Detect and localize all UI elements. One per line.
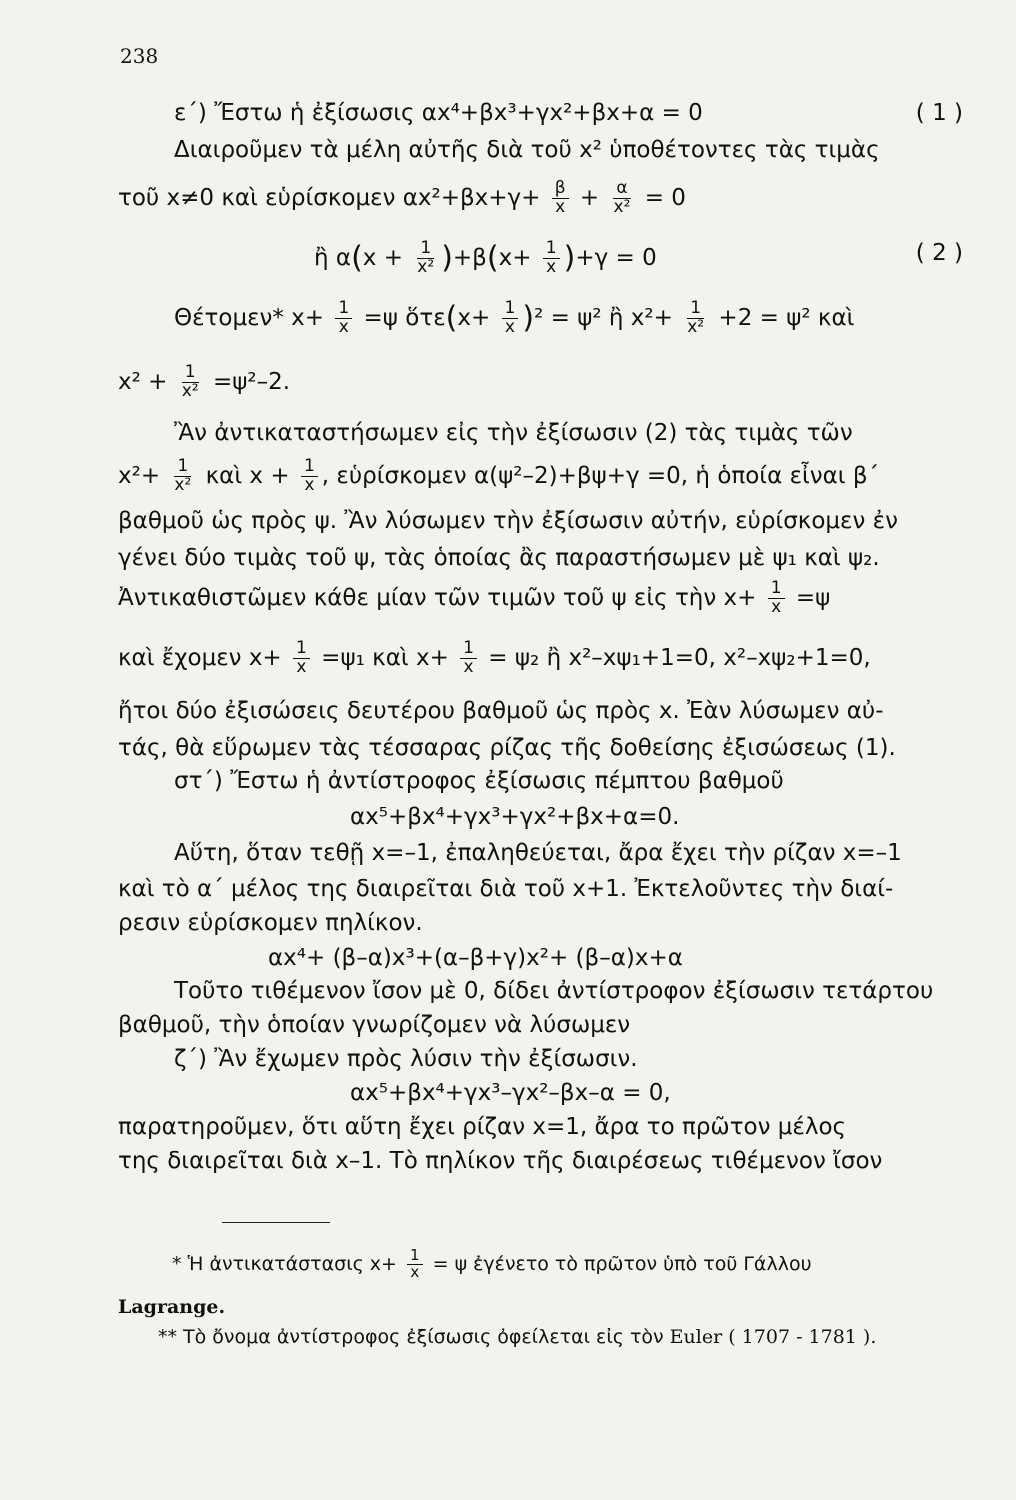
- equation-line-6: [118, 364, 963, 401]
- text-line: ἤτοι δύο ἐξισώσεις δευτέρου βαθμοῦ ὡς πρὸς x. Ἐὰν λύσωμεν αὐ-: [118, 698, 884, 724]
- fraction: [293, 640, 310, 677]
- text: καὶ ἔχομεν x+: [118, 644, 282, 671]
- text-line: στ΄) Ἔστω ἡ ἀντίστροφος ἐξίσωσις πέμπτου βαθμοῦ: [174, 768, 784, 794]
- numerator: 1: [768, 580, 785, 599]
- footnote-separator: [222, 1222, 330, 1223]
- text-line: Τοῦτο τιθέμενον ἴσον μὲ 0, δίδει ἀντίστροφον ἐξίσωσιν τετάρτου: [174, 978, 934, 1004]
- equation-line-11: [118, 580, 963, 617]
- text: x +: [362, 244, 403, 271]
- equation-line: αx⁵+βx⁴+γx³+γx²+βx+α=0.: [350, 804, 680, 830]
- denominator: x: [410, 1262, 420, 1281]
- fraction: [684, 300, 707, 337]
- equation-line-8: [118, 458, 963, 495]
- text-line: παρατηροῦμεν, ὅτι αὕτη ἔχει ρίζαν x=1, ἄρα το πρῶτον μέλος: [118, 1114, 847, 1140]
- numerator: 1: [335, 300, 352, 319]
- text: ² = ψ² ἢ x²+: [534, 304, 673, 331]
- text-line: τάς, θὰ εὕρωμεν τὰς τέσσαρας ρίζας τῆς δοθείσης ἐξισώσεως (1).: [118, 735, 896, 761]
- fraction: [543, 240, 560, 277]
- equation-line-4: ἢ α(x + $\frac{1}{\text{x²}}$ )+β(x+ $\frac{1}{x}$ )+γ = 0 ( 2 ): [118, 240, 963, 277]
- fraction: [335, 300, 352, 337]
- text: +β: [452, 244, 487, 271]
- equation-number: ( 2 ): [915, 240, 963, 266]
- text-line: ζ΄) Ἂν ἔχωμεν πρὸς λύσιν τὴν ἐξίσωσιν.: [174, 1046, 638, 1072]
- fraction: [502, 300, 519, 337]
- fraction: [460, 640, 477, 677]
- denominator: x: [546, 256, 557, 277]
- denominator: x: [338, 316, 349, 337]
- fraction: [768, 580, 785, 617]
- text-line: της διαιρεῖται διὰ x–1. Τὸ πηλίκον τῆς διαιρέσεως τιθέμενον ἴσον: [118, 1148, 883, 1174]
- text: = ψ ἐγένετο τὸ πρῶτον ὑπὸ τοῦ Γάλλου: [432, 1252, 812, 1275]
- equation-line: αx⁴+ (β–α)x³+(α–β+γ)x²+ (β–α)x+α: [268, 945, 683, 971]
- footnote-1: [172, 1248, 812, 1281]
- denominator: x: [555, 196, 566, 217]
- fraction: [171, 458, 194, 495]
- denominator: x: [504, 316, 515, 337]
- numerator: 1: [174, 458, 191, 477]
- text: ε΄) Ἔστω ἡ ἐξίσωσις αx⁴+βx³+γx²+βx+α = 0: [174, 100, 703, 126]
- fraction: [179, 364, 202, 401]
- text: = 0: [644, 184, 686, 211]
- footnote-1-continuation: Lagrange.: [118, 1296, 226, 1318]
- denominator: x²: [613, 196, 631, 217]
- denominator: x²: [174, 474, 192, 495]
- text: =ψ²–2.: [212, 368, 291, 395]
- denominator: x: [296, 656, 307, 677]
- text: +2 = ψ² καὶ: [718, 304, 855, 331]
- text: ** Τὸ ὄνομα ἀντίστροφος ἐξίσωσις ὀφείλεται εἰς τὸν: [158, 1326, 664, 1348]
- text: =ψ: [795, 584, 831, 611]
- text: =ψ ὅτε: [363, 304, 446, 331]
- text: =ψ₁ καὶ x+: [321, 644, 449, 671]
- numerator: 1: [502, 300, 519, 319]
- denominator: x: [771, 596, 782, 617]
- text-line: βαθμοῦ ὡς πρὸς ψ. Ἂν λύσωμεν τὴν ἐξίσωσιν αὐτήν, εὑρίσκομεν ἐν: [118, 508, 898, 534]
- numerator: 1: [543, 240, 560, 259]
- text-line: γένει δύο τιμὰς τοῦ ψ, τὰς ὁποίας ἂς παραστήσωμεν μὲ ψ₁ καὶ ψ₂.: [118, 545, 880, 571]
- text: καὶ x +: [205, 462, 290, 489]
- footnote-2: [158, 1326, 876, 1348]
- denominator: x: [304, 474, 315, 495]
- text: = ψ₂ ἢ x²–xψ₁+1=0, x²–xψ₂+1=0,: [488, 644, 871, 671]
- numerator: 1: [182, 364, 199, 383]
- denominator: x²: [181, 380, 199, 401]
- equation-line-12: [118, 640, 963, 677]
- denominator: x²: [417, 256, 435, 277]
- text: Θέτομεν* x+: [174, 304, 325, 331]
- text: ἢ α: [314, 244, 352, 271]
- numerator: 1: [407, 1248, 423, 1265]
- text: x² +: [118, 368, 168, 395]
- equation-line-3: [118, 180, 963, 217]
- denominator: x²: [687, 316, 705, 337]
- numerator: 1: [687, 300, 704, 319]
- page-number: 238: [120, 44, 159, 68]
- equation-line: αx⁵+βx⁴+γx³–γx²–βx–α = 0,: [350, 1080, 671, 1106]
- text: τοῦ x≠0 καὶ εὑρίσκομεν αx²+βx+γ+: [118, 184, 541, 211]
- text: , εὑρίσκομεν α(ψ²–2)+βψ+γ =0, ἡ ὁποία εἶναι β΄: [321, 462, 880, 489]
- text-line: Διαιροῦμεν τὰ μέλη αὐτῆς διὰ τοῦ x² ὑποθέτοντες τὰς τιμὰς: [174, 137, 880, 163]
- equation-line-5: Θέτομεν* x+ $\frac{1}{x}$ =ψ ὅτε(x+ $\frac{1}{x}$ )² = ψ² ἢ x²+ $\frac{1}{\text{x²}}$ +2 = ψ² καὶ: [118, 300, 963, 337]
- equation-line-1: [118, 100, 963, 128]
- text: +γ = 0: [575, 244, 657, 271]
- numerator: 1: [417, 240, 434, 259]
- text-line: καὶ τὸ α΄ μέλος της διαιρεῖται διὰ τοῦ x+1. Ἐκτελοῦντες τὴν διαί-: [118, 876, 894, 902]
- numerator: 1: [460, 640, 477, 659]
- text: x²+: [118, 462, 161, 489]
- text-line: Αὕτη, ὅταν τεθῇ x=–1, ἐπαληθεύεται, ἄρα ἔχει τὴν ρίζαν x=–1: [174, 840, 902, 866]
- text: * Ἡ ἀντικατάστασις x+: [172, 1252, 397, 1275]
- numerator: α: [613, 180, 630, 199]
- fraction: [301, 458, 318, 495]
- fraction: [552, 180, 569, 217]
- text-line: Ἂν ἀντικαταστήσωμεν εἰς τὴν ἐξίσωσιν (2) τὰς τιμὰς τῶν: [174, 420, 853, 446]
- denominator: x: [463, 656, 474, 677]
- text-line: ρεσιν εὑρίσκομεν πηλίκον.: [118, 910, 423, 936]
- fraction: [611, 180, 634, 217]
- fraction: [414, 240, 437, 277]
- equation-number: ( 1 ): [915, 100, 963, 126]
- text: x+: [457, 304, 491, 331]
- text: +: [579, 184, 600, 211]
- fraction: [407, 1248, 423, 1281]
- numerator: 1: [301, 458, 318, 477]
- text-line: βαθμοῦ, τὴν ὁποίαν γνωρίζομεν νὰ λύσωμεν: [118, 1012, 631, 1038]
- text: Euler ( 1707 - 1781 ).: [669, 1326, 877, 1348]
- text: Ἀντικαθιστῶμεν κάθε μίαν τῶν τιμῶν τοῦ ψ εἰς τὴν x+: [118, 584, 757, 611]
- numerator: β: [552, 180, 569, 199]
- text: x+: [498, 244, 532, 271]
- numerator: 1: [293, 640, 310, 659]
